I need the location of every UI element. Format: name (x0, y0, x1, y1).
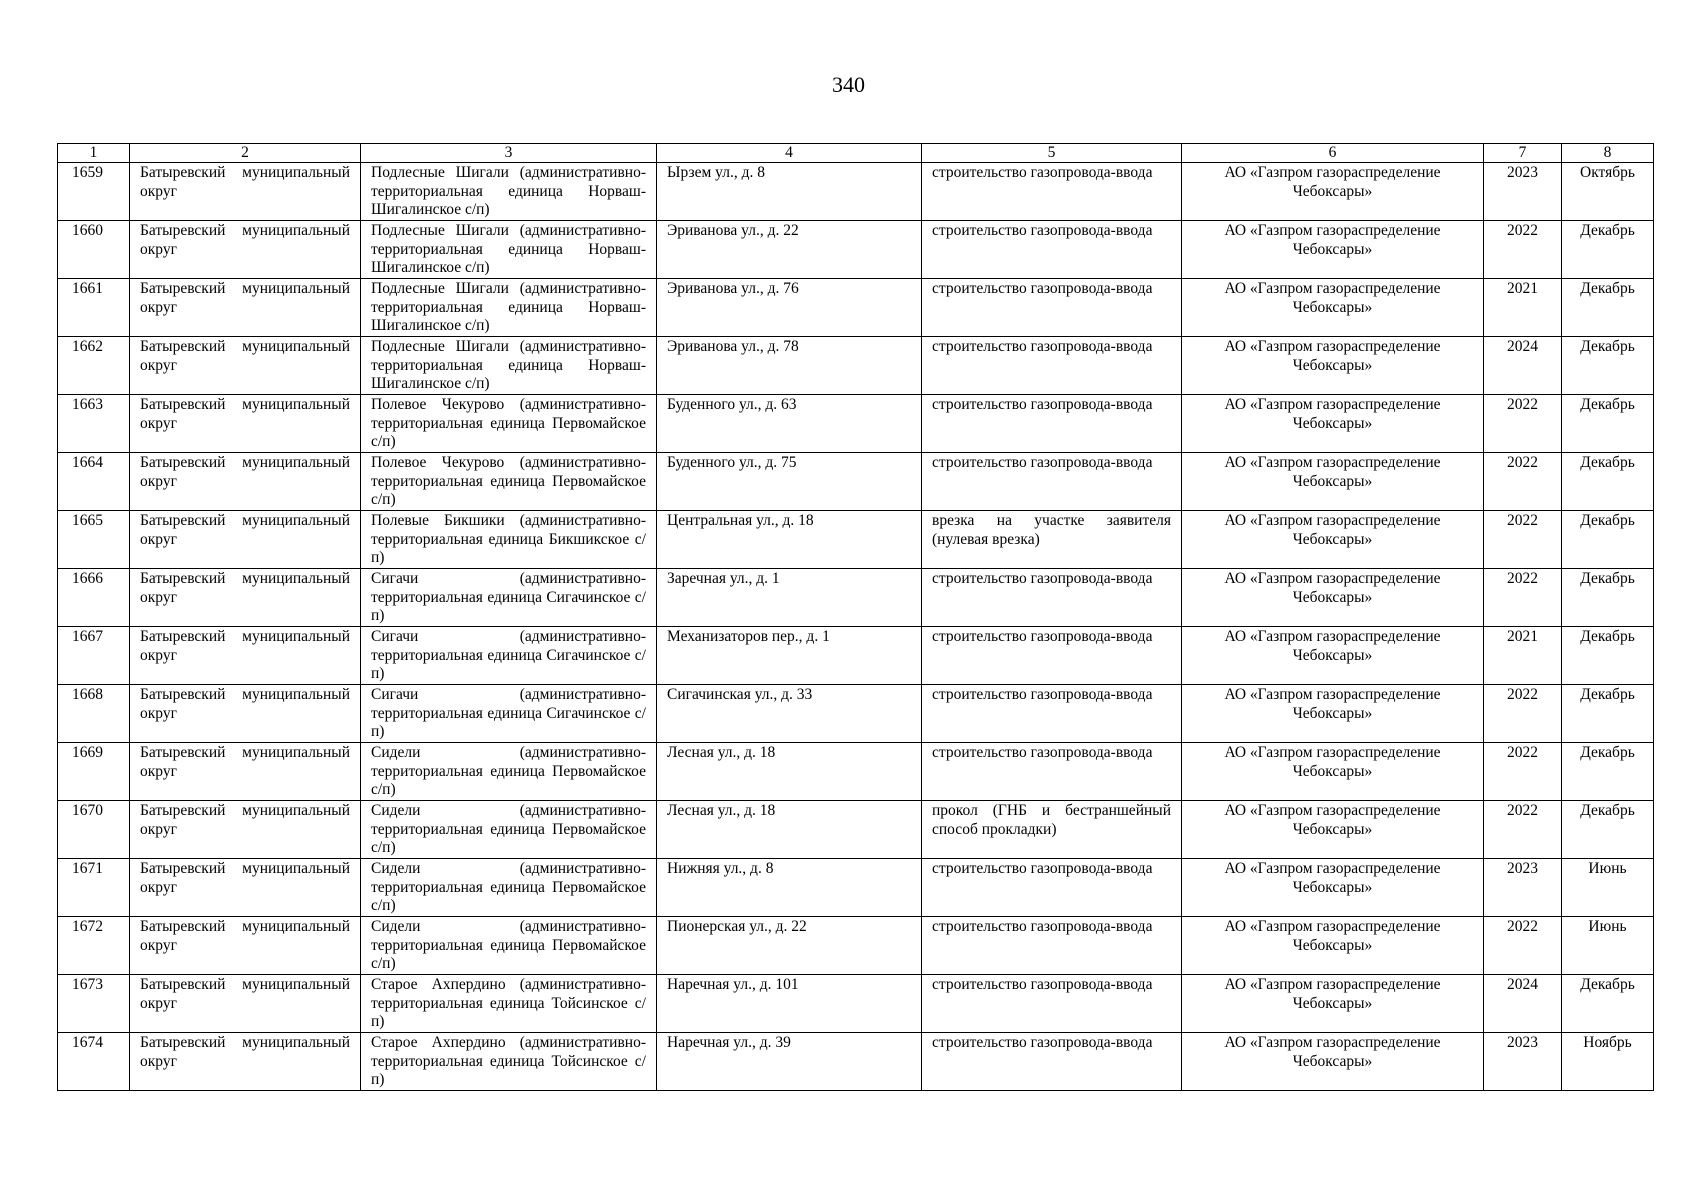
district-cell: Батыревский муниципальный округ (130, 627, 361, 685)
organization-cell: АО «Газпром газораспределение Чебоксары» (1182, 801, 1484, 859)
year-cell: 2024 (1484, 337, 1562, 395)
settlement-cell: Полевые Бикшики (административно-территориальная единица Бикшикское с/п) (361, 511, 657, 569)
row-number: 1660 (58, 221, 130, 279)
work-type-cell: строительство газопровода-ввода (922, 627, 1182, 685)
table-body (58, 163, 1654, 1091)
month-cell: Декабрь (1562, 801, 1654, 859)
column-header: 5 (922, 144, 1182, 163)
address-cell: Сигачинская ул., д. 33 (657, 685, 922, 743)
work-type-cell: строительство газопровода-ввода (922, 395, 1182, 453)
organization-cell: АО «Газпром газораспределение Чебоксары» (1182, 1033, 1484, 1091)
column-header: 1 (58, 144, 130, 163)
work-type-cell: строительство газопровода-ввода (922, 279, 1182, 337)
work-type-cell: строительство газопровода-ввода (922, 221, 1182, 279)
address-cell: Заречная ул., д. 1 (657, 569, 922, 627)
organization-cell: АО «Газпром газораспределение Чебоксары» (1182, 917, 1484, 975)
year-cell: 2023 (1484, 859, 1562, 917)
year-cell: 2022 (1484, 569, 1562, 627)
work-type-cell: строительство газопровода-ввода (922, 917, 1182, 975)
organization-cell: АО «Газпром газораспределение Чебоксары» (1182, 221, 1484, 279)
district-cell: Батыревский муниципальный округ (130, 221, 361, 279)
month-cell: Декабрь (1562, 627, 1654, 685)
organization-cell: АО «Газпром газораспределение Чебоксары» (1182, 511, 1484, 569)
work-type-cell: строительство газопровода-ввода (922, 569, 1182, 627)
settlement-cell: Старое Ахпердино (административно-территориальная единица Тойсинское с/п) (361, 975, 657, 1033)
organization-cell: АО «Газпром газораспределение Чебоксары» (1182, 975, 1484, 1033)
row-number: 1666 (58, 569, 130, 627)
table-row (58, 917, 1654, 975)
district-cell: Батыревский муниципальный округ (130, 801, 361, 859)
month-cell: Декабрь (1562, 685, 1654, 743)
row-number: 1672 (58, 917, 130, 975)
table-row (58, 511, 1654, 569)
month-cell: Октябрь (1562, 163, 1654, 221)
district-cell: Батыревский муниципальный округ (130, 163, 361, 221)
column-number-row (58, 144, 1654, 163)
year-cell: 2022 (1484, 221, 1562, 279)
year-cell: 2022 (1484, 801, 1562, 859)
settlement-cell: Сидели (административно-территориальная единица Первомайское с/п) (361, 801, 657, 859)
district-cell: Батыревский муниципальный округ (130, 743, 361, 801)
organization-cell: АО «Газпром газораспределение Чебоксары» (1182, 627, 1484, 685)
month-cell: Декабрь (1562, 279, 1654, 337)
month-cell: Декабрь (1562, 743, 1654, 801)
work-type-cell: врезка на участке заявителя (нулевая врезка) (922, 511, 1182, 569)
district-cell: Батыревский муниципальный округ (130, 975, 361, 1033)
settlement-cell: Сидели (административно-территориальная единица Первомайское с/п) (361, 743, 657, 801)
organization-cell: АО «Газпром газораспределение Чебоксары» (1182, 163, 1484, 221)
month-cell: Декабрь (1562, 569, 1654, 627)
address-cell: Нижняя ул., д. 8 (657, 859, 922, 917)
organization-cell: АО «Газпром газораспределение Чебоксары» (1182, 859, 1484, 917)
column-header: 2 (130, 144, 361, 163)
column-header: 3 (361, 144, 657, 163)
table-row (58, 1033, 1654, 1091)
year-cell: 2024 (1484, 975, 1562, 1033)
page-number: 340 (832, 72, 865, 97)
address-cell: Эриванова ул., д. 76 (657, 279, 922, 337)
table-row (58, 801, 1654, 859)
address-cell: Лесная ул., д. 18 (657, 801, 922, 859)
table-row (58, 163, 1654, 221)
address-cell: Эриванова ул., д. 78 (657, 337, 922, 395)
settlement-cell: Полевое Чекурово (административно-территориальная единица Первомайское с/п) (361, 395, 657, 453)
district-cell: Батыревский муниципальный округ (130, 337, 361, 395)
address-cell: Механизаторов пер., д. 1 (657, 627, 922, 685)
address-cell: Наречная ул., д. 101 (657, 975, 922, 1033)
address-cell: Центральная ул., д. 18 (657, 511, 922, 569)
year-cell: 2022 (1484, 917, 1562, 975)
row-number: 1668 (58, 685, 130, 743)
month-cell: Июнь (1562, 917, 1654, 975)
row-number: 1663 (58, 395, 130, 453)
year-cell: 2023 (1484, 163, 1562, 221)
month-cell: Декабрь (1562, 395, 1654, 453)
row-number: 1664 (58, 453, 130, 511)
settlement-cell: Полевое Чекурово (административно-территориальная единица Первомайское с/п) (361, 453, 657, 511)
table-row (58, 685, 1654, 743)
settlement-cell: Сигачи (административно-территориальная единица Сигачинское с/п) (361, 569, 657, 627)
address-cell: Эриванова ул., д. 22 (657, 221, 922, 279)
district-cell: Батыревский муниципальный округ (130, 685, 361, 743)
settlement-cell: Сигачи (административно-территориальная единица Сигачинское с/п) (361, 685, 657, 743)
work-type-cell: строительство газопровода-ввода (922, 685, 1182, 743)
organization-cell: АО «Газпром газораспределение Чебоксары» (1182, 337, 1484, 395)
year-cell: 2023 (1484, 1033, 1562, 1091)
organization-cell: АО «Газпром газораспределение Чебоксары» (1182, 279, 1484, 337)
work-type-cell: строительство газопровода-ввода (922, 163, 1182, 221)
address-cell: Лесная ул., д. 18 (657, 743, 922, 801)
table-row (58, 743, 1654, 801)
month-cell: Декабрь (1562, 975, 1654, 1033)
settlement-cell: Сигачи (административно-территориальная единица Сигачинское с/п) (361, 627, 657, 685)
row-number: 1671 (58, 859, 130, 917)
district-cell: Батыревский муниципальный округ (130, 453, 361, 511)
settlement-cell: Сидели (административно-территориальная единица Первомайское с/п) (361, 917, 657, 975)
address-cell: Буденного ул., д. 63 (657, 395, 922, 453)
district-cell: Батыревский муниципальный округ (130, 395, 361, 453)
row-number: 1662 (58, 337, 130, 395)
settlement-cell: Подлесные Шигали (административно-территориальная единица Норваш-Шигалинское с/п) (361, 221, 657, 279)
month-cell: Ноябрь (1562, 1033, 1654, 1091)
gasification-table (57, 143, 1654, 1091)
year-cell: 2021 (1484, 279, 1562, 337)
table-row (58, 337, 1654, 395)
organization-cell: АО «Газпром газораспределение Чебоксары» (1182, 685, 1484, 743)
month-cell: Декабрь (1562, 511, 1654, 569)
settlement-cell: Подлесные Шигали (административно-территориальная единица Норваш-Шигалинское с/п) (361, 279, 657, 337)
work-type-cell: строительство газопровода-ввода (922, 453, 1182, 511)
table-row (58, 975, 1654, 1033)
column-header: 8 (1562, 144, 1654, 163)
row-number: 1665 (58, 511, 130, 569)
organization-cell: АО «Газпром газораспределение Чебоксары» (1182, 743, 1484, 801)
organization-cell: АО «Газпром газораспределение Чебоксары» (1182, 395, 1484, 453)
month-cell: Июнь (1562, 859, 1654, 917)
row-number: 1669 (58, 743, 130, 801)
table-row (58, 395, 1654, 453)
table-row (58, 569, 1654, 627)
district-cell: Батыревский муниципальный округ (130, 569, 361, 627)
district-cell: Батыревский муниципальный округ (130, 1033, 361, 1091)
organization-cell: АО «Газпром газораспределение Чебоксары» (1182, 569, 1484, 627)
row-number: 1670 (58, 801, 130, 859)
settlement-cell: Подлесные Шигали (административно-территориальная единица Норваш-Шигалинское с/п) (361, 163, 657, 221)
month-cell: Декабрь (1562, 453, 1654, 511)
row-number: 1674 (58, 1033, 130, 1091)
table-row (58, 279, 1654, 337)
settlement-cell: Сидели (административно-территориальная единица Первомайское с/п) (361, 859, 657, 917)
row-number: 1673 (58, 975, 130, 1033)
work-type-cell: строительство газопровода-ввода (922, 337, 1182, 395)
address-cell: Пионерская ул., д. 22 (657, 917, 922, 975)
year-cell: 2022 (1484, 685, 1562, 743)
district-cell: Батыревский муниципальный округ (130, 279, 361, 337)
settlement-cell: Подлесные Шигали (административно-территориальная единица Норваш-Шигалинское с/п) (361, 337, 657, 395)
table-row (58, 453, 1654, 511)
table-row (58, 859, 1654, 917)
work-type-cell: строительство газопровода-ввода (922, 743, 1182, 801)
settlement-cell: Старое Ахпердино (административно-территориальная единица Тойсинское с/п) (361, 1033, 657, 1091)
work-type-cell: прокол (ГНБ и бестраншейный способ прокладки) (922, 801, 1182, 859)
address-cell: Ырзем ул., д. 8 (657, 163, 922, 221)
column-header: 4 (657, 144, 922, 163)
address-cell: Наречная ул., д. 39 (657, 1033, 922, 1091)
month-cell: Декабрь (1562, 337, 1654, 395)
column-header: 6 (1182, 144, 1484, 163)
district-cell: Батыревский муниципальный округ (130, 511, 361, 569)
district-cell: Батыревский муниципальный округ (130, 859, 361, 917)
table-row (58, 627, 1654, 685)
table-row (58, 221, 1654, 279)
organization-cell: АО «Газпром газораспределение Чебоксары» (1182, 453, 1484, 511)
month-cell: Декабрь (1562, 221, 1654, 279)
column-header: 7 (1484, 144, 1562, 163)
row-number: 1661 (58, 279, 130, 337)
work-type-cell: строительство газопровода-ввода (922, 859, 1182, 917)
year-cell: 2021 (1484, 627, 1562, 685)
row-number: 1659 (58, 163, 130, 221)
year-cell: 2022 (1484, 395, 1562, 453)
row-number: 1667 (58, 627, 130, 685)
work-type-cell: строительство газопровода-ввода (922, 975, 1182, 1033)
work-type-cell: строительство газопровода-ввода (922, 1033, 1182, 1091)
year-cell: 2022 (1484, 511, 1562, 569)
year-cell: 2022 (1484, 743, 1562, 801)
address-cell: Буденного ул., д. 75 (657, 453, 922, 511)
district-cell: Батыревский муниципальный округ (130, 917, 361, 975)
year-cell: 2022 (1484, 453, 1562, 511)
